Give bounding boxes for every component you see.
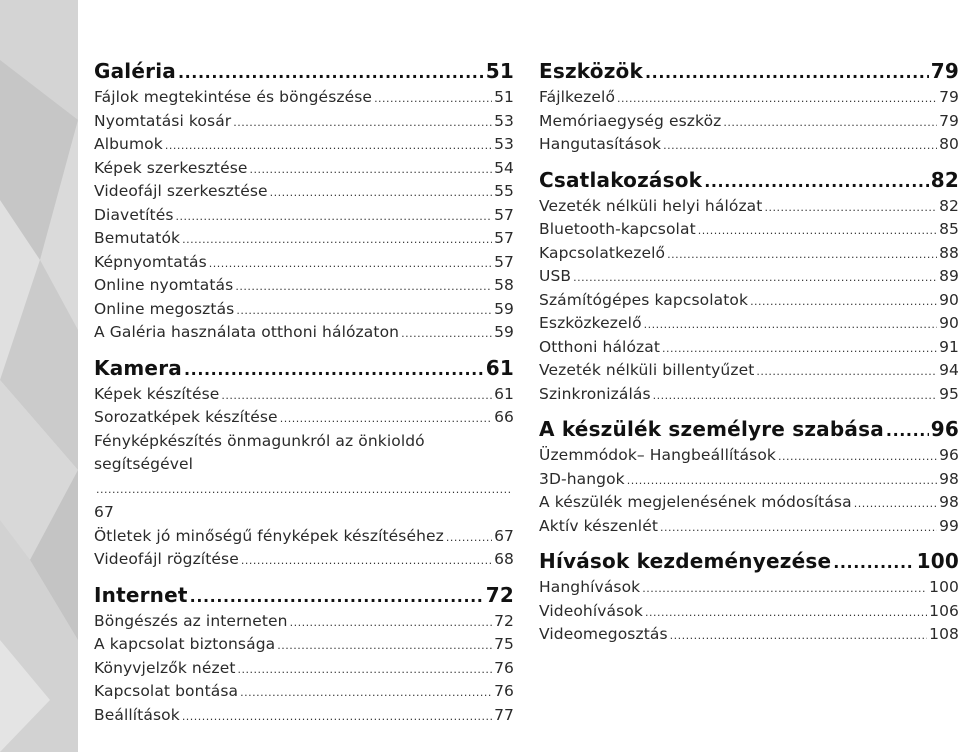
entry-title: 3D-hangok [539,469,625,488]
leader-dots [209,251,492,276]
entry-title: Bemutatók [94,229,181,247]
entry-title: Kapcsolat bontása [94,682,239,700]
toc-entry[interactable] [539,359,959,383]
leader-dots [277,633,492,658]
toc-entry[interactable] [94,251,514,275]
heading-title: Galéria [94,59,176,83]
entry-title-line1: Fényképkészítés önmagunkról az önkioldó [94,431,425,450]
toc-entry[interactable] [94,86,514,110]
entry-title: Online megosztás [94,299,235,318]
entry-page: 57 [494,252,514,271]
toc-entry[interactable] [94,525,514,549]
toc-entry[interactable] [94,430,514,525]
entry-page: 58 [494,276,514,294]
entry-title: Hanghívások [539,578,641,596]
entry-page: 99 [939,516,959,535]
heading-page: 100 [916,549,959,573]
leader-dots [644,312,937,337]
entry-title: Képnyomtatás [94,252,207,271]
toc-entry[interactable] [539,218,959,242]
entry-title: Videofájl rögzítése [94,550,239,568]
toc-section-calls [539,546,959,647]
toc-entry[interactable] [539,491,959,515]
entry-page: 80 [939,135,959,153]
leader-dots [374,86,492,111]
toc-entry[interactable] [94,610,514,634]
entry-title: Nyomtatási kosár [94,111,232,130]
toc-entry[interactable] [539,312,959,336]
toc-entry[interactable] [94,704,514,728]
toc-heading[interactable] [539,165,959,195]
leader-dots [653,383,937,408]
entry-page: 66 [494,408,514,426]
toc-section-internet [94,580,514,728]
leader-dots [663,133,937,158]
entry-title: Képek készítése [94,384,220,403]
heading-page: 61 [485,355,514,380]
heading-title: Csatlakozások [539,167,703,192]
entry-page: 57 [494,205,514,224]
leader-dots [182,704,492,729]
entry-title: Sorozatképek készítése [94,408,278,426]
toc-entry[interactable] [94,157,514,181]
toc-heading[interactable] [94,56,514,86]
entry-title: Kapcsolatkezelő [539,243,666,262]
entry-title: Otthoni hálózat [539,337,661,356]
toc-right-column [539,56,959,647]
toc-entry[interactable] [539,600,959,624]
entry-page: 77 [494,705,514,724]
toc-entry[interactable] [94,680,514,704]
entry-title: segítségével [94,455,194,473]
toc-heading[interactable] [539,56,959,86]
toc-entry[interactable] [94,383,514,407]
leader-dots [642,576,927,601]
entry-page: 59 [494,299,514,318]
decorative-sidebar [0,0,78,752]
toc-entry[interactable] [94,204,514,228]
entry-title: Könyvjelzők nézet [94,658,236,677]
entry-page: 90 [939,314,959,332]
entry-page: 94 [939,361,959,379]
entry-title: A Galéria használata otthoni hálózaton [94,323,400,341]
toc-heading[interactable] [539,414,959,444]
leader-dots [235,274,492,299]
entry-title: Videofájl szerkesztése [94,182,268,200]
entry-title: Memóriaegység eszköz [539,111,722,130]
toc-entry[interactable] [94,227,514,251]
heading-page: 72 [485,582,514,607]
entry-page: 53 [494,135,514,153]
toc-heading[interactable] [539,546,959,576]
leader-dots [698,218,937,243]
entry-title: Üzemmódok– Hangbeállítások [539,446,776,464]
toc-entry[interactable] [94,133,514,157]
entry-page: 55 [494,182,514,200]
entry-page: 91 [939,337,959,356]
entry-page: 67 [494,526,514,545]
entry-page: 68 [494,550,514,568]
leader-dots [886,414,929,446]
entry-title: Bluetooth-kapcsolat [539,220,696,238]
toc-entry[interactable] [539,289,959,313]
entry-page: 59 [494,323,514,341]
leader-dots [190,580,484,612]
entry-title: A kapcsolat biztonsága [94,635,276,653]
toc-entry[interactable] [94,633,514,657]
entry-title: Ötletek jó minőségű fényképek készítéséhez [94,526,444,545]
toc-entry[interactable] [539,336,959,360]
leader-dots [778,444,937,469]
leader-dots [182,227,492,252]
entry-page: 54 [494,158,514,177]
toc-heading[interactable] [94,353,514,383]
toc-section-eszkozok [539,56,959,157]
toc-entry[interactable] [539,195,959,219]
toc-entry[interactable] [539,623,959,647]
entry-page: 108 [929,625,959,643]
entry-title: Vezeték nélküli billentyűzet [539,361,755,379]
leader-dots [240,680,492,705]
leader-dots [833,546,914,578]
entry-page: 88 [939,243,959,262]
entry-title: Online nyomtatás [94,276,234,294]
entry-title: Képek szerkesztése [94,158,248,177]
entry-title: Fájlkezelő [539,88,616,106]
entry-page: 100 [929,578,959,596]
entry-title: Aktív készenlét [539,516,659,535]
entry-title: Diavetítés [94,205,174,224]
entry-page: 89 [939,267,959,285]
entry-page: 106 [929,601,959,620]
toc-entry[interactable] [94,298,514,322]
entry-page: 96 [939,446,959,464]
toc-entry[interactable] [539,444,959,468]
toc-entry[interactable] [539,515,959,539]
leader-dots [667,242,937,267]
toc-entry[interactable] [94,180,514,204]
toc-entry[interactable] [539,242,959,266]
entry-title: Eszközkezelő [539,314,642,332]
entry-page: 82 [939,196,959,215]
toc-entry[interactable] [539,383,959,407]
toc-heading[interactable] [94,580,514,610]
leader-dots [704,165,929,197]
heading-page: 82 [930,167,959,192]
leader-dots [662,336,937,361]
entry-page: 72 [494,611,514,630]
leader-dots [401,321,492,346]
heading-title: Kamera [94,355,182,380]
leader-dots [176,204,493,229]
leader-dots [645,600,927,625]
entry-title: Albumok [94,135,163,153]
toc-entry[interactable] [539,265,959,289]
toc-entry[interactable] [539,133,959,157]
leader-dots [645,56,929,88]
leader-dots [617,86,937,111]
leader-dots [764,195,937,220]
leader-dots [241,548,492,573]
toc-entry[interactable] [94,548,514,572]
leader-dots [221,383,492,408]
leader-dots [233,110,492,135]
toc-entry[interactable] [94,406,514,430]
entry-title: Fájlok megtekintése és böngészése [94,88,373,106]
leader-dots [290,610,492,635]
entry-page: 85 [939,220,959,238]
heading-title: Hívások kezdeményezése [539,549,832,573]
toc-entry[interactable] [94,657,514,681]
sidebar-pattern [0,0,78,752]
leader-dots [670,623,927,648]
entry-title: Számítógépes kapcsolatok [539,290,749,309]
toc-entry[interactable] [539,468,959,492]
heading-page: 51 [485,59,514,83]
entry-page: 51 [494,88,514,106]
toc-section-kamera [94,353,514,572]
heading-page: 79 [930,59,959,83]
toc-entry[interactable] [539,86,959,110]
entry-page: 76 [494,658,514,677]
leader-dots [854,491,937,516]
leader-dots [178,56,484,88]
entry-title: Hangutasítások [539,135,662,153]
leader-dots [446,525,492,550]
entry-page: 61 [494,384,514,403]
toc-section-csatlakozasok [539,165,959,407]
entry-page: 75 [494,635,514,653]
entry-page: 67 [94,503,114,521]
leader-dots [236,298,492,323]
toc-entry[interactable] [94,110,514,134]
heading-title: A készülék személyre szabása [539,417,884,441]
leader-dots [96,477,512,502]
leader-dots [184,353,484,385]
leader-dots [250,157,493,182]
entry-page: 79 [939,111,959,130]
entry-title: Vezeték nélküli helyi hálózat [539,196,763,215]
toc-section-personalization [539,414,959,538]
entry-title: Böngészés az interneten [94,611,288,630]
leader-dots [165,133,492,158]
entry-page: 90 [939,290,959,309]
heading-title: Internet [94,582,188,607]
toc-left-column [94,56,514,727]
entry-page: 98 [939,493,959,511]
entry-title: Videomegosztás [539,625,668,643]
leader-dots [750,289,937,314]
leader-dots [270,180,492,205]
entry-title: A készülék megjelenésének módosítása [539,493,852,511]
leader-dots [280,406,492,431]
heading-title: Eszközök [539,59,643,83]
entry-title: Beállítások [94,705,180,724]
leader-dots [723,110,937,135]
heading-page: 96 [930,417,959,441]
leader-dots [756,359,937,384]
toc-entry[interactable] [94,274,514,298]
entry-page: 95 [939,384,959,403]
entry-title: USB [539,267,572,285]
toc-entry[interactable] [539,110,959,134]
entry-page: 79 [939,88,959,106]
leader-dots [627,468,937,493]
leader-dots [660,515,937,540]
entry-page: 98 [939,469,959,488]
entry-title: Videohívások [539,601,643,620]
entry-page: 53 [494,111,514,130]
leader-dots [238,657,493,682]
toc-entry[interactable] [539,576,959,600]
entry-page: 76 [494,682,514,700]
entry-title: Szinkronizálás [539,384,651,403]
entry-page: 57 [494,229,514,247]
leader-dots [573,265,937,290]
toc-entry[interactable] [94,321,514,345]
toc-section-galeria [94,56,514,345]
